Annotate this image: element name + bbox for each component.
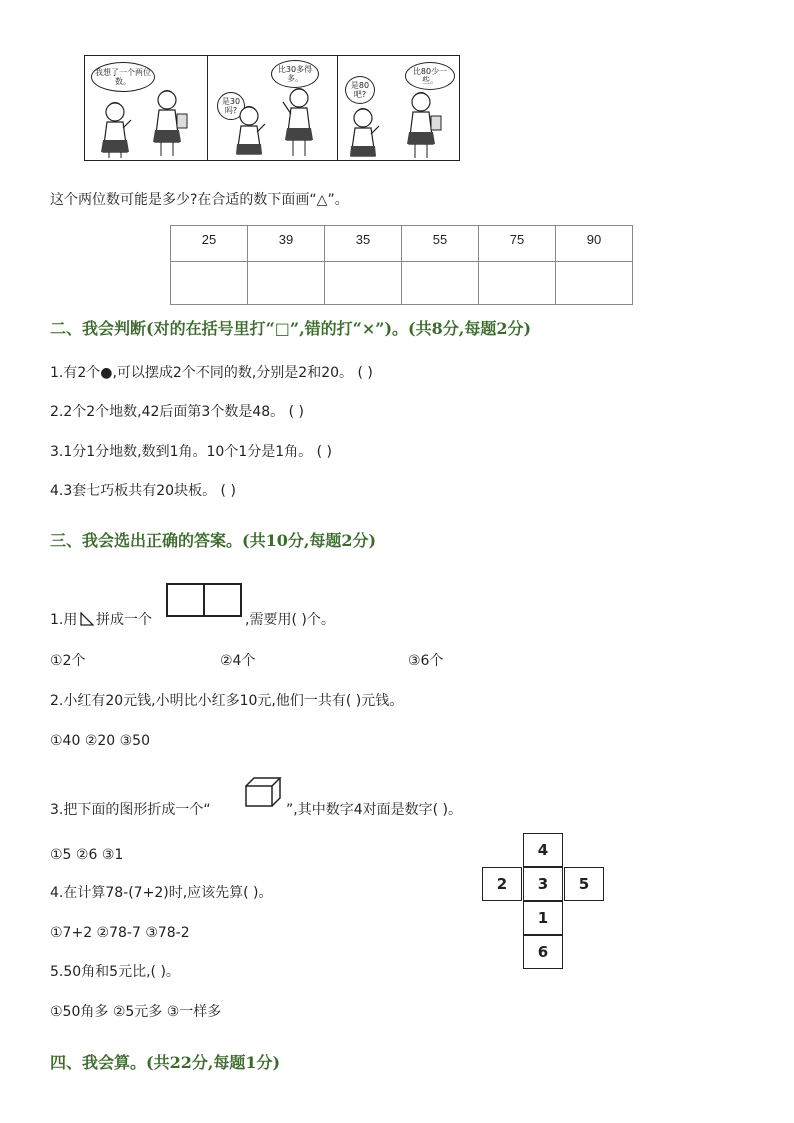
cube-net: [482, 833, 608, 969]
net-face: 4: [523, 833, 563, 867]
net-face: 2: [482, 867, 522, 901]
two-squares-figure: [166, 583, 242, 617]
judge-item-2: 2.2个2个地数,42后面第3个数是48。 ( ): [50, 404, 304, 420]
cube-icon: [244, 776, 284, 808]
number-cell: 90: [556, 226, 633, 262]
number-cell: 35: [325, 226, 402, 262]
choice-q3-prefix: 3.把下面的图形折成一个“: [50, 802, 211, 818]
choice-q2: 2.小红有20元钱,小明比小红多10元,他们一共有( )元钱。: [50, 693, 404, 709]
judge-item-1: 1.有2个●,可以摆成2个不同的数,分别是2和20。 ( ): [50, 365, 373, 381]
answer-cell[interactable]: [248, 262, 325, 305]
comic-strip: [84, 55, 460, 161]
girl-illustration: [207, 56, 337, 160]
q4-options: ①7+2 ②78-7 ③78-2: [50, 925, 190, 941]
section-2-heading: 二、我会判断(对的在括号里打“□”,错的打“×”)。(共8分,每题2分): [50, 319, 532, 338]
girl-illustration: [337, 56, 459, 160]
net-face: 5: [564, 867, 604, 901]
right-triangle-icon: [80, 612, 94, 626]
net-face: 3: [523, 867, 563, 901]
choice-q1-mid: 拼成一个: [96, 612, 152, 628]
girl-illustration: [85, 56, 207, 160]
answer-cell[interactable]: [479, 262, 556, 305]
judge-item-3: 3.1分1分地数,数到1角。10个1分是1角。 ( ): [50, 444, 332, 460]
judge-item-4: 4.3套七巧板共有20块板。 ( ): [50, 483, 236, 499]
choice-q4: 4.在计算78-(7+2)时,应该先算( )。: [50, 885, 273, 901]
q3-options: ①5 ②6 ③1: [50, 847, 124, 863]
number-cell: 39: [248, 226, 325, 262]
bubble-text: 比80少一些。: [412, 67, 448, 85]
answer-cell[interactable]: [402, 262, 479, 305]
number-cell: 75: [479, 226, 556, 262]
table-row: [171, 226, 633, 262]
answer-cell[interactable]: [325, 262, 402, 305]
net-face: 6: [523, 935, 563, 969]
question-intro: 这个两位数可能是多少?在合适的数下面画“△”。: [50, 192, 349, 208]
answer-cell[interactable]: [556, 262, 633, 305]
bubble-text: 比30多得多。: [277, 65, 313, 83]
choice-q1-prefix: 1.用: [50, 612, 78, 628]
bubble-text: 是80吧?: [350, 81, 370, 99]
answer-cell[interactable]: [171, 262, 248, 305]
number-cell: 25: [171, 226, 248, 262]
q1-option-1: ①2个: [50, 653, 86, 669]
bubble-text: 是30吗?: [221, 97, 241, 115]
choice-q1-suffix: ,需要用( )个。: [245, 612, 335, 628]
choice-q3-suffix: ”,其中数字4对面是数字( )。: [286, 802, 462, 818]
q1-option-2: ②4个: [220, 653, 256, 669]
q5-options: ①50角多 ②5元多 ③一样多: [50, 1004, 222, 1020]
net-face: 1: [523, 901, 563, 935]
bubble-text: 我想了一个两位数。: [95, 68, 151, 86]
choice-q5: 5.50角和5元比,( )。: [50, 964, 180, 980]
section-4-heading: 四、我会算。(共22分,每题1分): [50, 1053, 281, 1072]
number-table: [170, 225, 633, 305]
number-cell: 55: [402, 226, 479, 262]
section-3-heading: 三、我会选出正确的答案。(共10分,每题2分): [50, 531, 377, 550]
q2-options: ①40 ②20 ③50: [50, 733, 150, 749]
q1-option-3: ③6个: [408, 653, 444, 669]
table-row: [171, 262, 633, 305]
